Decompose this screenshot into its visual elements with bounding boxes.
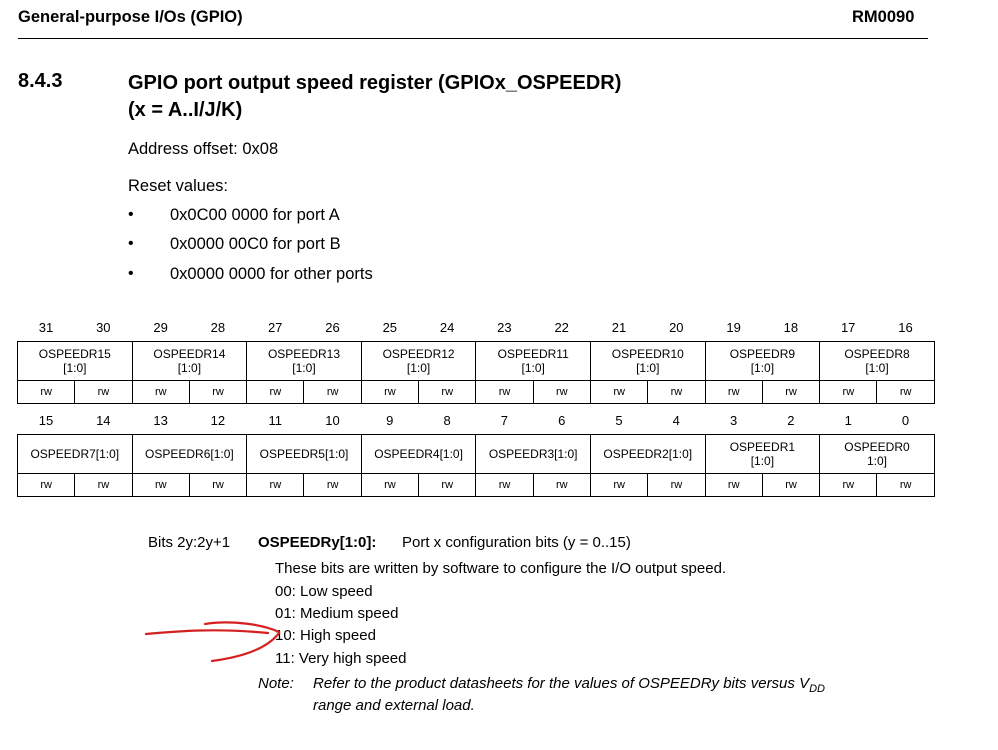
upper-access-cell: rw xyxy=(533,381,590,404)
note-line2: range and external load. xyxy=(313,697,475,714)
speed-option-medium: 01: Medium speed xyxy=(275,605,399,622)
bullet-1: • xyxy=(128,206,134,223)
upper-bit-24: 24 xyxy=(439,320,455,335)
upper-bit-23: 23 xyxy=(497,320,512,335)
section-title-line1: GPIO port output speed register (GPIOx_OSPEEDR) xyxy=(128,72,622,94)
lower-field-5: OSPEEDR2[1:0] xyxy=(590,435,705,474)
lower-access-cell: rw xyxy=(648,474,705,497)
annotation-stroke-upper xyxy=(146,630,268,634)
bits-field-name: OSPEEDRy[1:0]: xyxy=(258,534,377,551)
lower-access-cell: rw xyxy=(476,474,533,497)
lower-access-cell: rw xyxy=(877,474,934,497)
upper-field-5: OSPEEDR10 [1:0] xyxy=(590,342,705,381)
reset-value-other-ports: 0x0000 0000 for other ports xyxy=(170,265,373,283)
lower-access-cell: rw xyxy=(533,474,590,497)
speed-option-high: 10: High speed xyxy=(275,627,376,644)
lower-access-cell: rw xyxy=(18,474,75,497)
address-offset: Address offset: 0x08 xyxy=(128,140,279,158)
upper-bit-28: 28 xyxy=(210,320,226,335)
note-label: Note: xyxy=(258,675,294,692)
annotation-stroke-lower xyxy=(212,633,279,661)
lower-field-0: OSPEEDR7[1:0] xyxy=(18,435,133,474)
reset-values-label: Reset values: xyxy=(128,177,228,195)
bits-field-body: These bits are written by software to configure the I/O output speed. xyxy=(275,560,727,577)
upper-bit-18: 18 xyxy=(783,320,799,335)
upper-bit-31: 31 xyxy=(38,320,54,335)
upper-field-4: OSPEEDR11 [1:0] xyxy=(476,342,591,381)
lower-field-6: OSPEEDR1 [1:0] xyxy=(705,435,820,474)
lower-access-cell: rw xyxy=(132,474,189,497)
lower-field-3: OSPEEDR4[1:0] xyxy=(361,435,476,474)
upper-bit-29: 29 xyxy=(153,320,168,335)
upper-access-cell: rw xyxy=(419,381,476,404)
upper-bit-20: 20 xyxy=(669,320,684,335)
upper-bit-19: 19 xyxy=(726,320,741,335)
lower-access-cell: rw xyxy=(75,474,132,497)
upper-bit-21: 21 xyxy=(611,320,627,335)
lower-access-cell: rw xyxy=(419,474,476,497)
upper-bit-30: 30 xyxy=(96,320,111,335)
upper-field-7: OSPEEDR8 [1:0] xyxy=(820,342,935,381)
lower-access-cell: rw xyxy=(189,474,246,497)
upper-access-cell: rw xyxy=(189,381,246,404)
lower-bit-5: 5 xyxy=(615,413,623,428)
upper-field-3: OSPEEDR12 [1:0] xyxy=(361,342,476,381)
lower-access-cell: rw xyxy=(361,474,418,497)
header-chapter-title: General-purpose I/Os (GPIO) xyxy=(18,8,243,26)
lower-bit-9: 9 xyxy=(386,413,394,428)
bits-field-summary: Port x configuration bits (y = 0..15) xyxy=(402,534,631,551)
speed-option-very-high: 11: Very high speed xyxy=(275,650,407,667)
upper-access-cell: rw xyxy=(762,381,819,404)
header-doc-id: RM0090 xyxy=(852,8,915,26)
lower-access-cell: rw xyxy=(762,474,819,497)
upper-access-cell: rw xyxy=(247,381,304,404)
upper-access-cell: rw xyxy=(705,381,762,404)
upper-bit-27: 27 xyxy=(267,320,283,335)
upper-access-cell: rw xyxy=(304,381,361,404)
upper-bit-16: 16 xyxy=(898,320,913,335)
upper-access-cell: rw xyxy=(75,381,132,404)
upper-bit-25: 25 xyxy=(382,320,398,335)
upper-access-cell: rw xyxy=(877,381,934,404)
lower-field-4: OSPEEDR3[1:0] xyxy=(476,435,591,474)
lower-bit-12: 12 xyxy=(210,413,226,428)
lower-bit-6: 6 xyxy=(558,413,566,428)
upper-field-2: OSPEEDR13 [1:0] xyxy=(247,342,362,381)
lower-bit-11: 11 xyxy=(268,413,282,428)
section-number: 8.4.3 xyxy=(18,70,63,92)
section-title-line2: (x = A..I/J/K) xyxy=(128,99,243,121)
bullet-3: • xyxy=(128,265,134,282)
lower-field-7: OSPEEDR0 1:0] xyxy=(820,435,935,474)
note-vdd-subscript: DD xyxy=(809,683,825,695)
upper-access-cell: rw xyxy=(18,381,75,404)
lower-field-1: OSPEEDR6[1:0] xyxy=(132,435,247,474)
lower-bit-0: 0 xyxy=(901,413,910,428)
reset-value-port-a: 0x0C00 0000 for port A xyxy=(170,206,340,224)
lower-bit-10: 10 xyxy=(325,413,340,428)
lower-access-cell: rw xyxy=(247,474,304,497)
upper-bit-22: 22 xyxy=(554,320,569,335)
lower-bit-14: 14 xyxy=(96,413,111,428)
upper-field-0: OSPEEDR15 [1:0] xyxy=(18,342,133,381)
lower-field-2: OSPEEDR5[1:0] xyxy=(247,435,362,474)
lower-access-cell: rw xyxy=(705,474,762,497)
lower-access-cell: rw xyxy=(820,474,877,497)
upper-access-cell: rw xyxy=(820,381,877,404)
lower-bit-3: 3 xyxy=(729,413,738,428)
speed-option-low: 00: Low speed xyxy=(275,583,373,600)
lower-bit-13: 13 xyxy=(153,413,168,428)
upper-access-cell: rw xyxy=(476,381,533,404)
lower-bit-15: 15 xyxy=(38,413,54,428)
lower-bit-4: 4 xyxy=(672,413,680,428)
upper-field-6: OSPEEDR9 [1:0] xyxy=(705,342,820,381)
lower-bit-7: 7 xyxy=(500,413,508,428)
upper-access-cell: rw xyxy=(590,381,647,404)
lower-bit-1: 1 xyxy=(844,413,852,428)
lower-bit-2: 2 xyxy=(787,413,795,428)
upper-bit-17: 17 xyxy=(840,320,856,335)
note-line1: Refer to the product datasheets for the values of OSPEEDRy bits versus $V_{DD}$ xyxy=(313,675,825,695)
bits-range-label: Bits 2y:2y+1 xyxy=(148,534,231,551)
upper-field-1: OSPEEDR14 [1:0] xyxy=(132,342,247,381)
upper-bit-26: 26 xyxy=(325,320,340,335)
upper-access-cell: rw xyxy=(361,381,418,404)
lower-access-cell: rw xyxy=(304,474,361,497)
upper-access-cell: rw xyxy=(132,381,189,404)
lower-bit-8: 8 xyxy=(443,413,451,428)
lower-access-cell: rw xyxy=(590,474,647,497)
reset-value-port-b: 0x0000 00C0 for port B xyxy=(170,235,341,253)
bullet-2: • xyxy=(128,235,134,252)
upper-access-cell: rw xyxy=(648,381,705,404)
